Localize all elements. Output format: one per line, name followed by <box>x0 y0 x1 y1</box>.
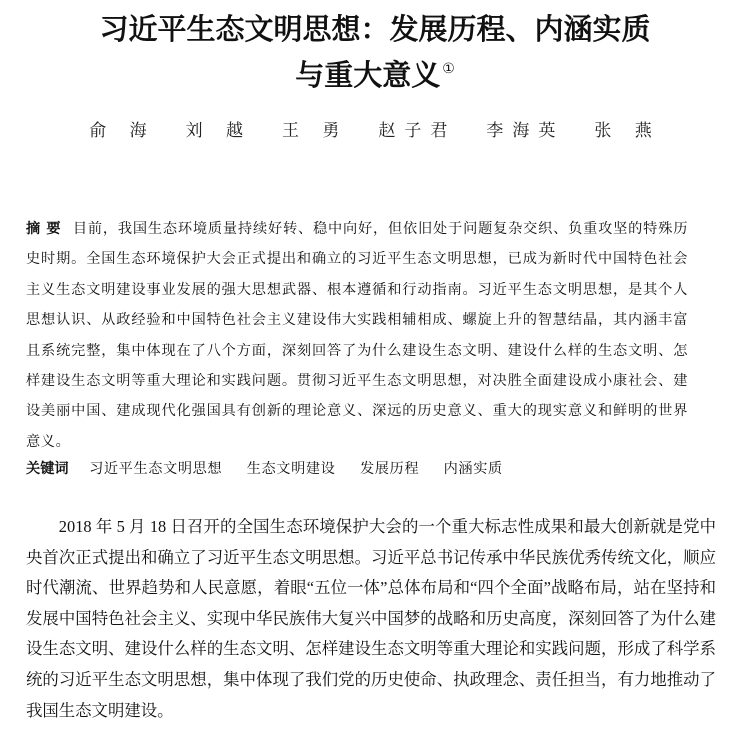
author-name: 赵子君 <box>378 121 457 141</box>
author-name: 李海英 <box>486 121 565 141</box>
title-footnote-mark: ① <box>442 61 455 77</box>
paper-title-line-2 <box>20 58 730 92</box>
keyword-item: 内涵实质 <box>443 461 503 477</box>
abstract <box>26 214 688 457</box>
keyword-item: 生态文明建设 <box>246 461 336 477</box>
paper-title-text-2: 与重大意义 <box>295 58 441 92</box>
body-paragraph: 2018 年 5 月 18 日召开的全国生态环境保护大会的一个重大标志性成果和最大创新就是党中央首次正式提出和确立了习近平生态文明思想。习近平总书记传承中华民族优秀传统文化，顺应时代潮流、世界趋势和人民意愿，着眼“五位一体”总体布局和“四个全面”战略布局，站在坚持和发展中国特色社会主义、实现中华民族伟大复兴中国梦的战略和历史高度，深刻回答了为什么建设生态文明、建设什么样的生态文明、怎样建设生态文明等重大理论和实践问题，形成了科学系统的习近平生态文明思想，集中体现了我们党的历史使命、执政理念、责任担当，有力地推动了我国生态文明建设。 <box>26 517 716 720</box>
keyword-item: 习近平生态文明思想 <box>89 461 223 477</box>
author-name: 刘 越 <box>185 121 252 141</box>
author-name: 王 勇 <box>282 121 349 141</box>
paper-title-text-1: 习近平生态文明思想：发展历程、内涵实质 <box>99 12 651 46</box>
paper-title-line-1 <box>20 12 730 46</box>
keywords-label: 关键词 <box>26 461 69 477</box>
author-name: 俞 海 <box>89 121 156 141</box>
abstract-label: 摘要 <box>26 221 67 237</box>
author-name: 张 燕 <box>594 121 661 141</box>
author-list <box>0 118 750 144</box>
keyword-item: 发展历程 <box>359 461 420 477</box>
keywords <box>26 454 716 484</box>
abstract-text: 目前，我国生态环境质量持续好转、稳中向好，但依旧处于问题复杂交织、负重攻坚的特殊历史时期。全国生态环境保护大会正式提出和确立的习近平生态文明思想，已成为新时代中国特色社会主义生态文明建设事业发展的强大思想武器、根本遵循和行动指南。习近平生态文明思想，是其个人思想认识、从政经验和中国特色社会主义建设伟大实践相辅相成、螺旋上升的智慧结晶，其内涵丰富且系统完整，集中体现在了八个方面，深刻回答了为什么建设生态文明、建设什么样的生态文明、怎样建设生态文明等重大理论和实践问题。贯彻习近平生态文明思想，对决胜全面建设成小康社会、建设美丽中国、建成现代化强国具有创新的理论意义、深远的历史意义、重大的现实意义和鲜明的世界意义。 <box>26 221 688 450</box>
